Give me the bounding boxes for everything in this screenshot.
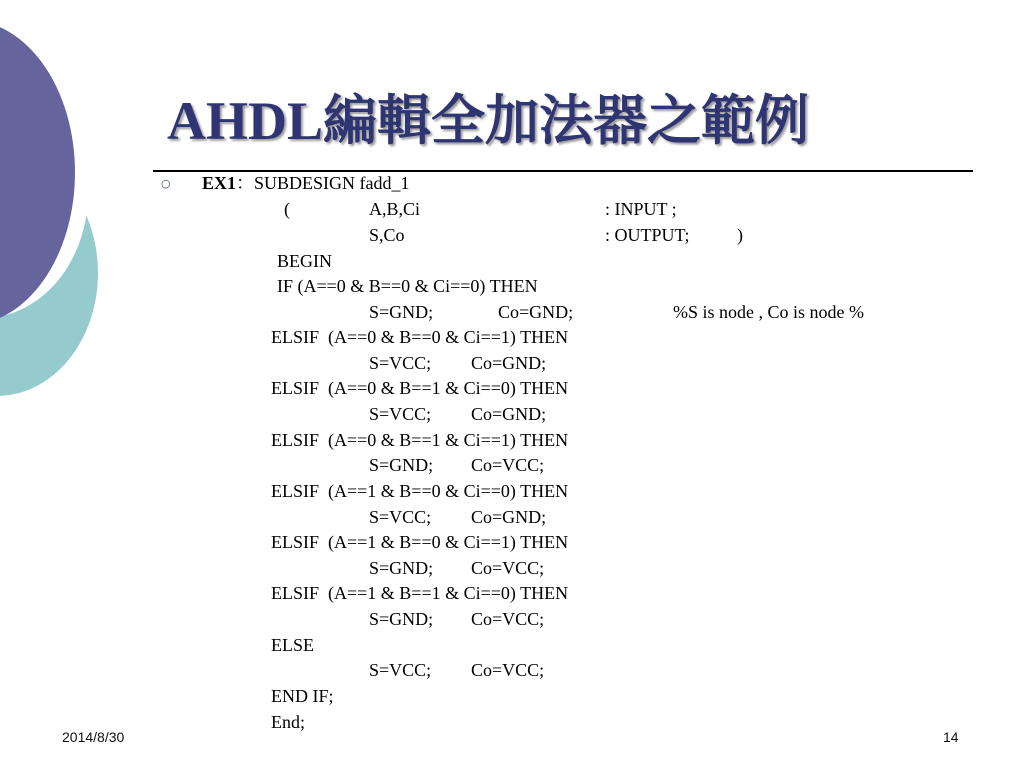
code-end: End;: [271, 712, 305, 732]
code-case2-co: Co=GND;: [471, 404, 547, 424]
code-elsif-4: ELSIF (A==1 & B==0 & Ci==0) THEN: [271, 481, 569, 501]
code-case7-s: S=VCC;: [369, 660, 432, 680]
code-case2-s: S=VCC;: [369, 404, 432, 424]
code-elsif-1: ELSIF (A==0 & B==0 & Ci==1) THEN: [271, 327, 569, 347]
code-if-clause: IF (A==0 & B==0 & Ci==0) THEN: [277, 276, 538, 296]
slide-title: AHDL編輯全加法器之範例: [167, 91, 810, 151]
code-case6-co: Co=VCC;: [471, 609, 545, 629]
footer-page-number: 14: [943, 729, 959, 745]
code-paren-close: ): [737, 225, 743, 245]
code-paren-open: (: [284, 199, 290, 219]
code-case5-co: Co=VCC;: [471, 558, 545, 578]
code-case4-co: Co=GND;: [471, 507, 547, 527]
code-case5-s: S=GND;: [369, 558, 434, 578]
hollow-circle-bullet-icon: ○: [161, 177, 171, 190]
code-input-type: : INPUT ;: [605, 199, 677, 219]
code-elsif-2: ELSIF (A==0 & B==1 & Ci==0) THEN: [271, 378, 569, 398]
code-outputs: S,Co: [369, 225, 405, 245]
code-line-subdesign: [202, 172, 410, 194]
subdesign-text: SUBDESIGN fadd_1: [254, 173, 410, 193]
footer-date: 2014/8/30: [62, 729, 125, 745]
code-case6-s: S=GND;: [369, 609, 434, 629]
code-else: ELSE: [271, 635, 314, 655]
code-comment: %S is node , Co is node %: [673, 302, 864, 322]
code-end-if: END IF;: [271, 686, 334, 706]
code-case4-s: S=VCC;: [369, 507, 432, 527]
code-case3-co: Co=VCC;: [471, 455, 545, 475]
example-label: EX1: [202, 173, 237, 193]
code-case7-co: Co=VCC;: [471, 660, 545, 680]
code-output-type: : OUTPUT;: [605, 225, 690, 245]
code-elsif-3: ELSIF (A==0 & B==1 & Ci==1) THEN: [271, 430, 569, 450]
code-case1-co: Co=GND;: [471, 353, 547, 373]
code-case3-s: S=GND;: [369, 455, 434, 475]
code-begin: BEGIN: [277, 251, 332, 271]
code-elsif-5: ELSIF (A==1 & B==0 & Ci==1) THEN: [271, 532, 569, 552]
example-separator: ：: [236, 173, 255, 193]
code-elsif-6: ELSIF (A==1 & B==1 & Ci==0) THEN: [271, 583, 569, 603]
code-inputs: A,B,Ci: [369, 199, 421, 219]
code-case1-s: S=VCC;: [369, 353, 432, 373]
code-case0-co: Co=GND;: [498, 302, 574, 322]
code-case0-s: S=GND;: [369, 302, 434, 322]
